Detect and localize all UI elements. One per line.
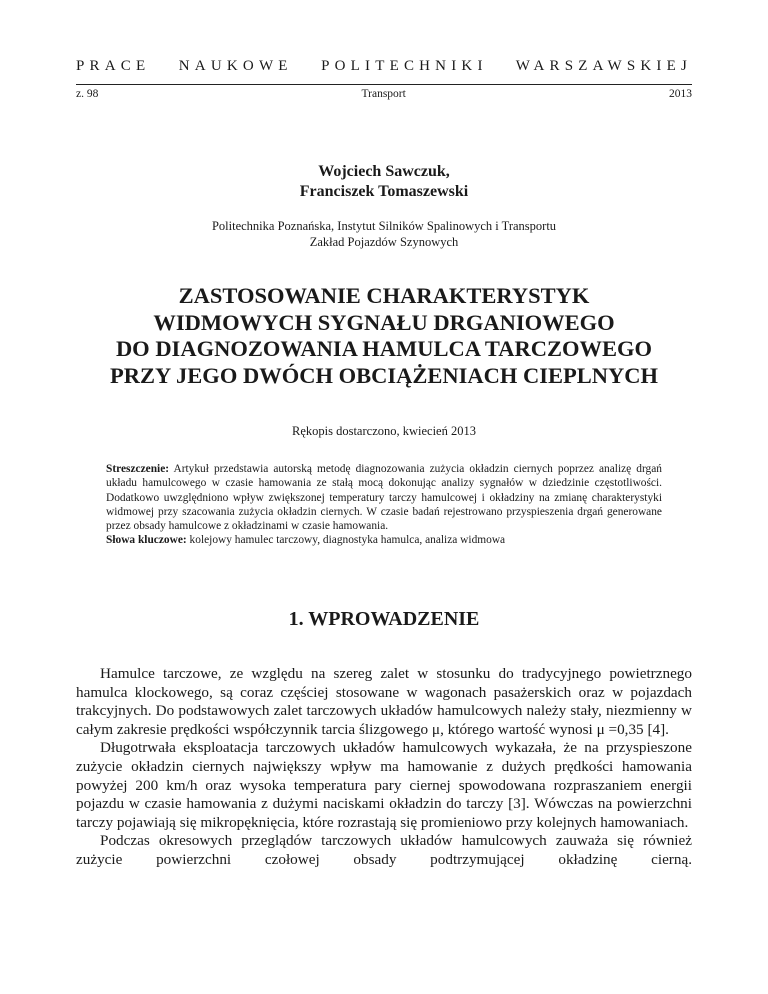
title-line-3: DO DIAGNOZOWANIA HAMULCA TARCZOWEGO [115, 336, 653, 361]
received-date: Rękopis dostarczono, kwiecień 2013 [292, 424, 476, 438]
paragraph-3: Podczas okresowych przeglądów tarczowych układów hamulcowych zauważa się również zużycie powierzchni czołowej obsady podtrzymującej okładzinę cierną. [76, 832, 692, 868]
affiliation-line-1: Politechnika Poznańska, Instytut Silników Spalinowych i Transportu [211, 219, 557, 233]
abstract [106, 462, 662, 548]
keywords-text: kolejowy hamulec tarczowy, diagnostyka hamulca, analiza widmowa [189, 534, 506, 547]
section-heading: 1. WPROWADZENIE [288, 608, 480, 630]
body-text [76, 665, 692, 870]
paper-title [0, 283, 768, 389]
abstract-label: Streszczenie: [106, 463, 170, 475]
authors [0, 162, 768, 202]
title-line-1: ZASTOSOWANIE CHARAKTERYSTYK [178, 283, 590, 308]
header-rule [76, 84, 692, 85]
abstract-paragraph [106, 462, 662, 533]
affiliation-line-2: Zakład Pojazdów Szynowych [309, 235, 459, 249]
paragraph-2: Długotrwała eksploatacja tarczowych układów hamulcowych wykazała, że na przyspieszone zużycie okładzin ciernych największy wpływ ma hamowanie z dużych prędkości hamowania powyżej 200 km/h oraz wysoka temperatura pary ciernej spowodowana rozpraszaniem energii pojazdu w czasie hamowania z dużymi naciskami okładzin do tarczy [3]. Wówczas na powierzchni tarczy pojawiają się mikropęknięcia, które rozrastają się promieniowo przy kolejnych hamowaniach. [76, 739, 692, 831]
issue-row [76, 88, 692, 100]
issue-year: 2013 [668, 88, 692, 100]
keywords-label: Słowa kluczowe: [106, 534, 187, 547]
abstract-text: Artykuł przedstawia autorską metodę diagnozowania zużycia okładzin ciernych poprzez analizę drgań układu hamulcowego w czasie hamowania ze stałą mocą dokonując analizy sygnałów w dziedzinie częstotliwości. Dodatkowo uwzględniono wpływ zwiększonej temperatury tarczy hamulcowej i okładziny na zmianę charakterystyki widmowej przy szacowania zużycia okładzin ciernych. W czasie badań rejestrowano przyspieszenia drgań generowane przez obsady hamulcowe z okładzinami w czasie hamowania. [106, 463, 663, 533]
affiliation [0, 218, 768, 250]
keywords-paragraph [106, 533, 662, 547]
journal-name: PRACE NAUKOWE POLITECHNIKI WARSZAWSKIEJ [76, 58, 692, 74]
author-2: Franciszek Tomaszewski [299, 183, 469, 200]
title-line-4: PRZY JEGO DWÓCH OBCIĄŻENIACH CIEPLNYCH [110, 362, 658, 388]
paragraph-1: Hamulce tarczowe, ze względu na szereg zalet w stosunku do tradycyjnego powietrznego hamulca klockowego, są coraz częściej stosowane w wagonach pasażerskich oraz w pojazdach trakcyjnych. Do podstawowych zalet tarczowych układów hamulcowych należy stały, niezmienny w całym zakresie prędkości współczynnik tarcia ślizgowego μ, którego wartość wynosi μ =0,35 [4]. [76, 665, 692, 738]
issue-number: z. 98 [76, 88, 99, 100]
author-1: Wojciech Sawczuk, [318, 163, 450, 180]
series-name: Transport [361, 88, 406, 100]
title-line-2: WIDMOWYCH SYGNAŁU DRGANIOWEGO [153, 309, 615, 335]
